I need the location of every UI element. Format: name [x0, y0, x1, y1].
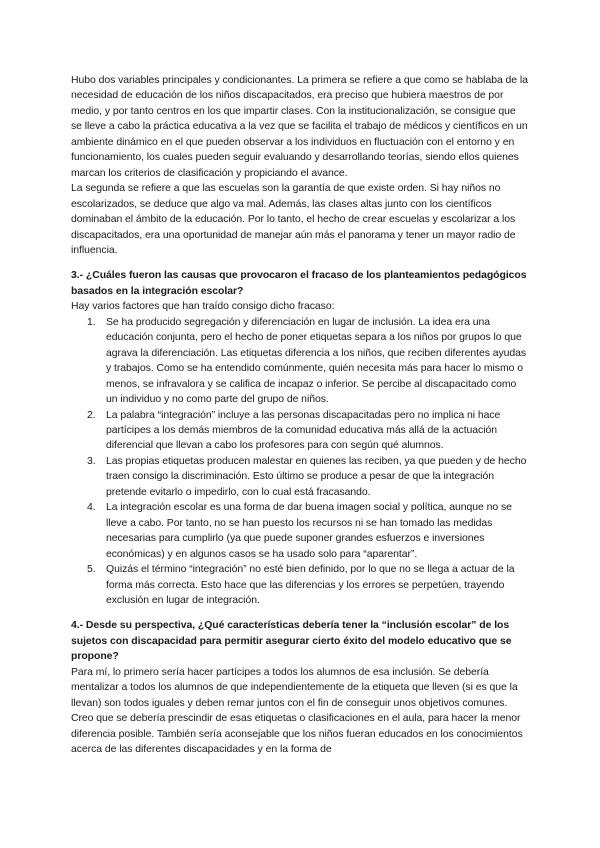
list-item-text: La integración escolar es una forma de dar buena imagen social y política, aunque no se lleve a cabo. Por tanto, no se han puesto los recursos ni se han tomado las medidas necesarias para cumplirlo (ya que puede suponer grandes esfuerzos e inversiones económicas) y en algunos casos se ha usado solo para “aparentar”. — [106, 502, 512, 560]
list-number: 4. — [87, 502, 96, 514]
list-item-text: Quizás el término “integración” no esté bien definido, por lo que no se llega a actuar de la forma más correcta. Esto hace que las diferencias y los errores se perpetúen, trayendo exclusión en lugar de integración. — [106, 564, 515, 606]
list-number: 3. — [87, 455, 96, 467]
causes-list — [71, 315, 529, 609]
question-4-heading: 4.- Desde su perspectiva, ¿Qué características debería tener la “inclusión escolar” de los sujetos con discapacidad para permitir asegurar cierto éxito del modelo educativo que se propone? — [71, 620, 512, 663]
document-page — [71, 73, 529, 757]
list-item-text: Se ha producido segregación y diferenciación en lugar de inclusión. La idea era una educación conjunta, pero el hecho de poner etiquetas separa a los niños por grupos lo que agrava la diferenciación. Las etiquetas diferencia a los niños, que reciben diferentes ayudas y trabajos. Como se ha entendido comúnmente, quién necesita más para hacer lo mismo o menos, se infravalora y se califica de incapaz o inferior. Se percibe al discapacitado como un individuo y no como parte del grupo de niños. — [106, 316, 527, 406]
question-3-heading: 3.- ¿Cuáles fueron las causas que provocaron el fracaso de los planteamientos pedagógicos basados en la integración escolar? — [71, 270, 527, 297]
intro-paragraph-1: Hubo dos variables principales y condicionantes. La primera se refiere a que como se hablaba de la necesidad de educación de los niños discapacitados, era preciso que hubiera maestros de por medio, y por tanto centros en los que impartir clases. Con la institucionalización, se consigue que se lleve a cabo la práctica educativa a la vez que se facilita el trabajo de médicos y científicos en un ambiente dinámico en el que pueden observar a los individuos en fluctuación con el entorno y en funcionamiento, los cuales pueden seguir evaluando y desarrollando teorías, siendo ellos quienes marcan los criterios de clasificación y propiciando el avance. — [71, 75, 528, 179]
list-item-text: Las propias etiquetas producen malestar en quienes las reciben, ya que pueden y de hecho traen consigo la discriminación. Esto último se produce a pesar de que la integración pretende evitarlo o impedirlo, con lo cual está fracasando. — [106, 455, 527, 498]
list-item — [71, 500, 529, 562]
list-number: 5. — [87, 564, 96, 576]
list-item — [71, 454, 529, 500]
intro-paragraph-2: La segunda se refiere a que las escuelas son la garantía de que existe orden. Si hay niños no escolarizados, se deduce que algo va mal. Además, las clases altas junto con los científicos dominaban el ámbito de la educación. Por lo tanto, el hecho de crear escuelas y escolarizar a los discapacitados, era una oportunidad de manejar aún más el panorama y tener un mayor radio de influencia. — [71, 183, 516, 256]
list-number: 1. — [87, 316, 96, 328]
question-4-answer: Para mí, lo primero sería hacer partícipes a todos los alumnos de esa inclusión. Se debería mentalizar a todos los alumnos de que independientemente de la etiqueta que lleven (si es que la llevan) son todos iguales y deben remar juntos con el fin de conseguir unos objetivos comunes. Creo que se debería prescindir de esas etiquetas o clasificaciones en el aula, para hacer la menor diferencia posible. También sería aconsejable que los niños fueran educados en los conocimientos acerca de las diferentes discapacidades y en la forma de — [71, 666, 523, 756]
question-3-lead: Hay varios factores que han traído consigo dicho fracaso: — [71, 301, 335, 313]
list-item-text: La palabra “integración” incluye a las personas discapacitadas pero no implica ni hace partícipes a los demás miembros de la comunidad educativa más allá de la actuación diferencial que llevan a cabo los profesores para con según qué alumnos. — [106, 409, 501, 452]
list-item — [71, 408, 529, 454]
list-item — [71, 315, 529, 408]
list-number: 2. — [87, 409, 96, 421]
list-item — [71, 562, 529, 608]
